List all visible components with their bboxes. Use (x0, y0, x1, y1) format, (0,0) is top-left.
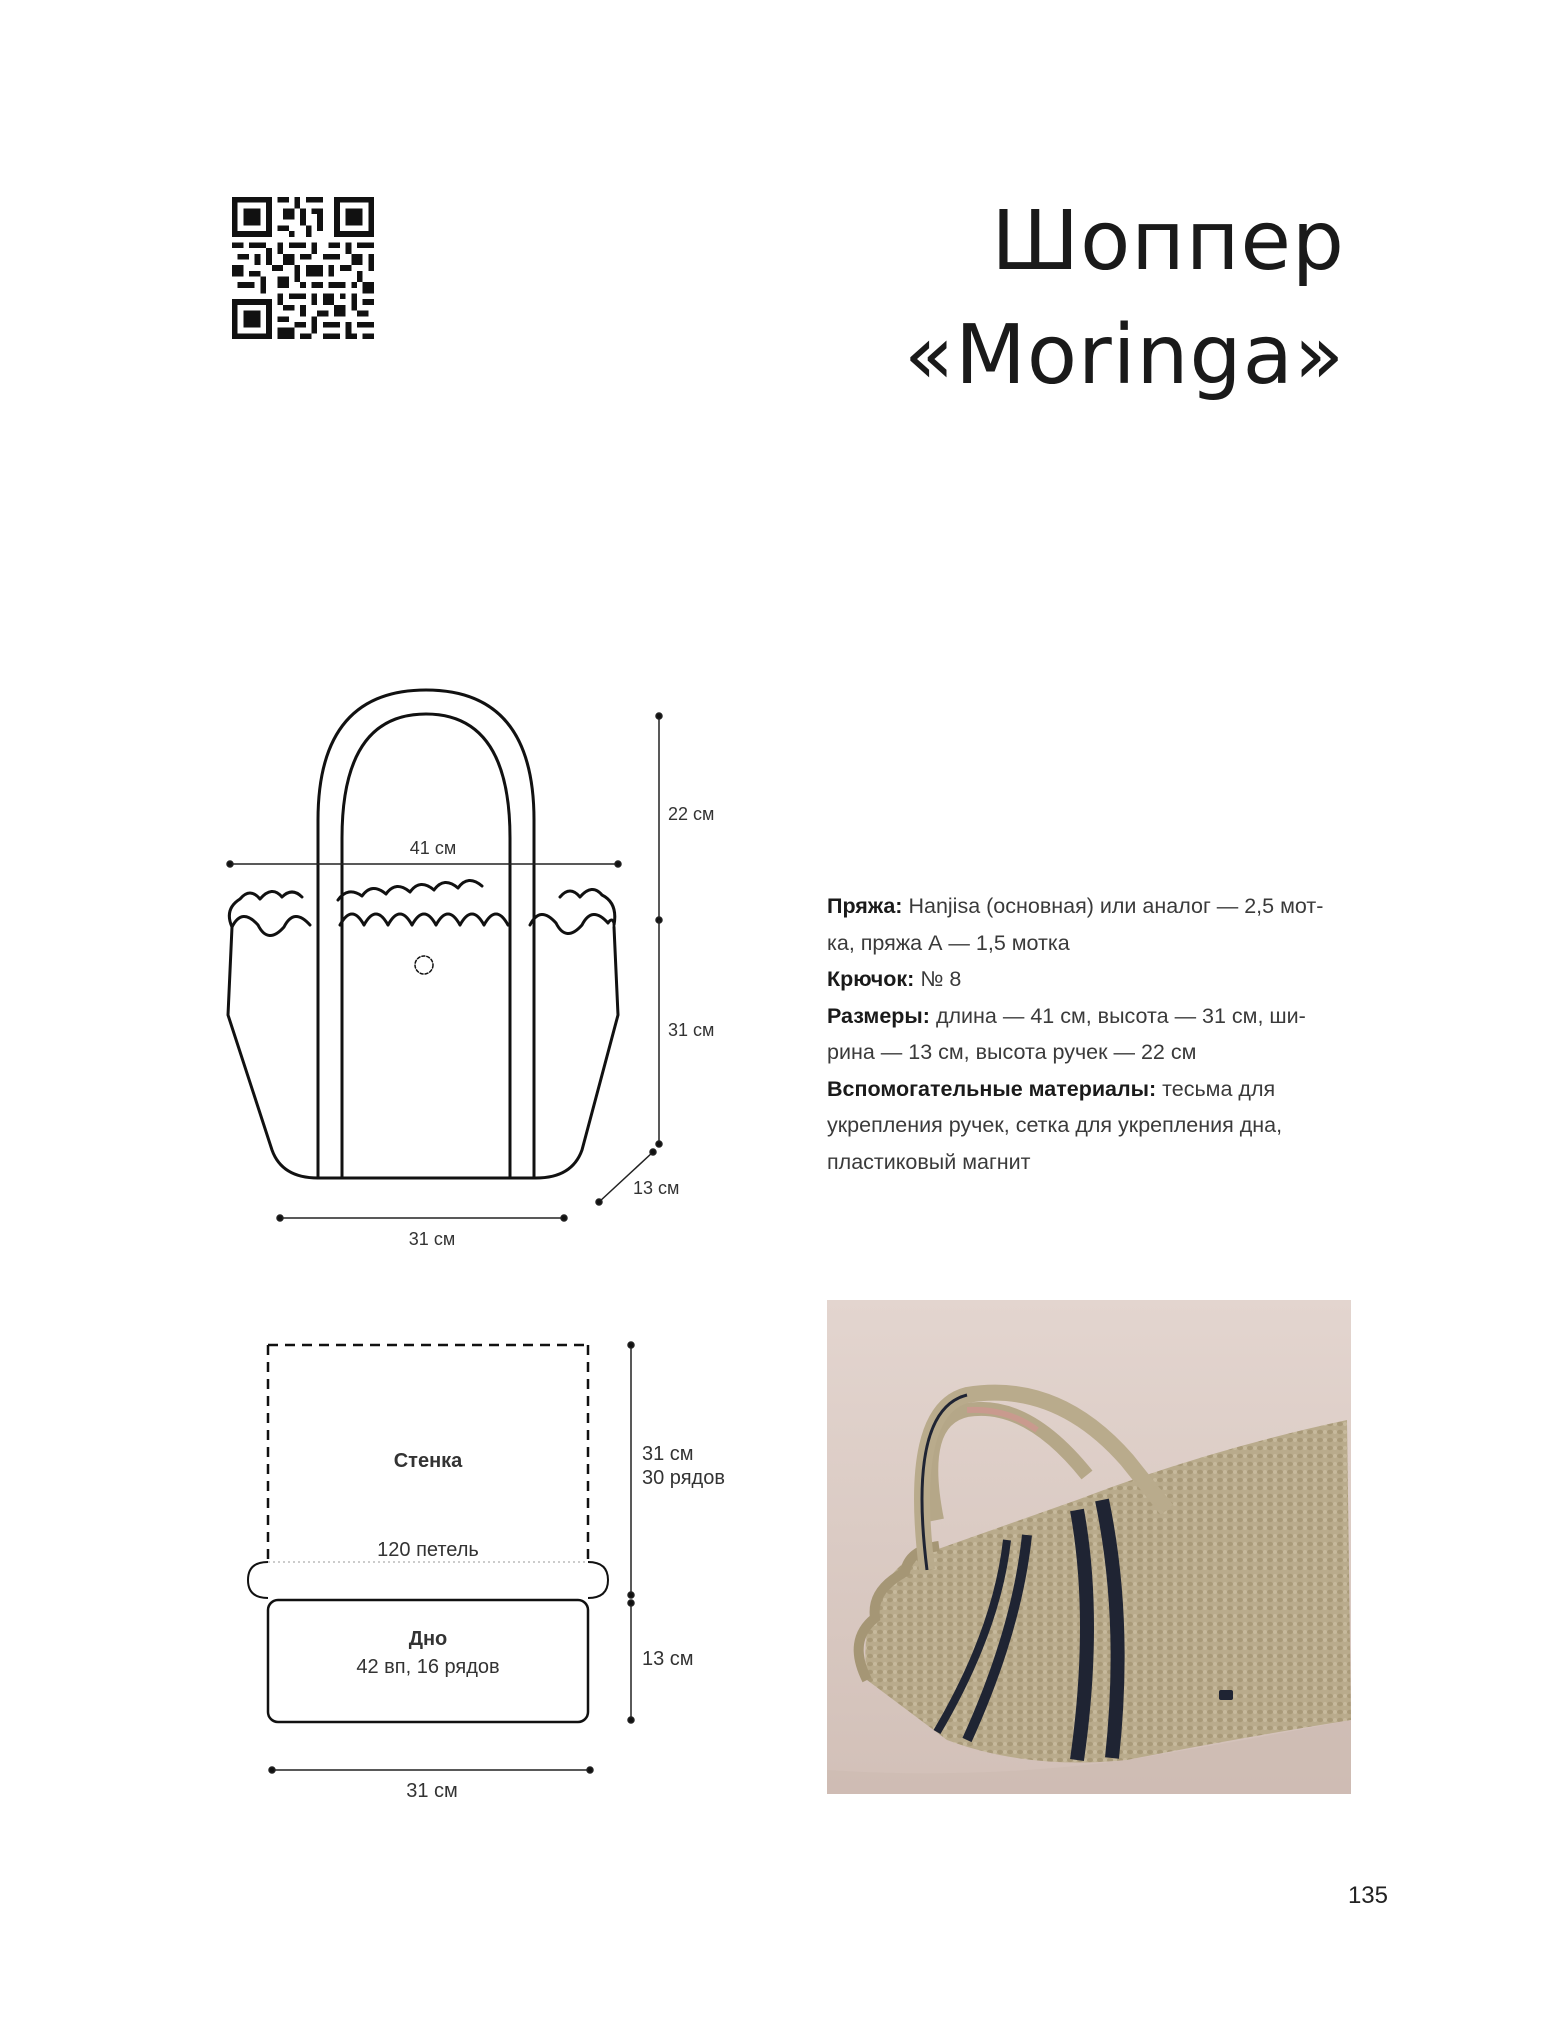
spec-aux-line2: укрепления ручек, сетка для укрепления дна, (827, 1113, 1283, 1137)
spec-yarn (827, 888, 1372, 961)
bag-diagrams (0, 0, 800, 1820)
handle-outer (318, 690, 534, 1178)
spec-hook-value: № 8 (920, 967, 962, 991)
materials-specs (827, 888, 1372, 1180)
spec-aux (827, 1071, 1372, 1181)
spec-sizes-line1: длина — 41 см, высота — 31 см, ши- (935, 1003, 1306, 1028)
bag-photo (827, 1300, 1351, 1794)
bag-schematic (228, 690, 618, 1178)
page-title (904, 185, 1345, 413)
spec-sizes-label: Размеры: (827, 1003, 930, 1028)
label-handle-height: 22 см (668, 804, 715, 824)
label-stitches: 120 петель (377, 1539, 479, 1561)
label-top-width: 41 см (409, 838, 457, 858)
spec-sizes (827, 998, 1372, 1071)
magnet-icon (415, 956, 433, 974)
spec-hook (827, 961, 1372, 998)
spec-aux-line3: пластиковый магнит (827, 1149, 1031, 1174)
title-line-2: «Moringa» (903, 308, 1345, 403)
scalloped-rim (232, 914, 614, 936)
spec-yarn-line2: ка, пряжа А — 1,5 мотка (827, 930, 1070, 955)
label-wall-rows: 30 рядов (642, 1467, 725, 1489)
label-bottom-width: 31 см (408, 1229, 456, 1249)
label-bottom-height: 13 см (642, 1648, 694, 1670)
title-line-1: Шоппер (991, 194, 1345, 289)
label-lower-width: 31 см (406, 1780, 458, 1802)
spec-sizes-line2: рина — 13 см, высота ручек — 22 см (827, 1040, 1197, 1064)
label-bottom-detail: 42 вп, 16 рядов (356, 1656, 500, 1678)
label-wall-height: 31 см (642, 1443, 694, 1465)
spec-hook-label: Крючок: (827, 967, 915, 991)
label-body-height: 31 см (668, 1020, 715, 1040)
spec-aux-label: Вспомогательные материалы: (827, 1076, 1157, 1101)
spec-yarn-line1: Hanjisa (основная) или аналог — 2,5 мот- (908, 894, 1324, 918)
handle-inner (342, 714, 510, 1178)
page-number: 135 (1347, 1882, 1388, 1909)
spec-aux-line1: тесьма для (1162, 1076, 1276, 1101)
label-bottom: Дно (408, 1628, 448, 1650)
spec-yarn-label: Пряжа: (827, 894, 903, 918)
label-depth: 13 см (633, 1178, 680, 1198)
label-wall: Стенка (393, 1450, 463, 1472)
